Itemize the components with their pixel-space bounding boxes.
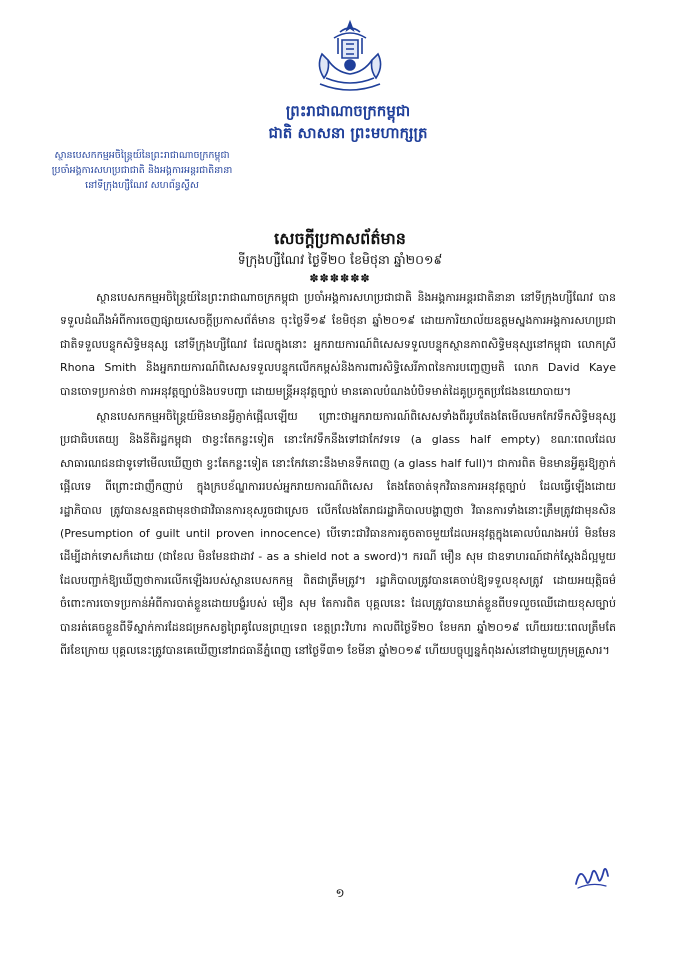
body-text	[60, 286, 616, 663]
sender-line-1: ស្ថានបេសកកម្មអចិន្ត្រៃយ៍នៃព្រះរាជាណាចក្រកម្ពុជា	[54, 150, 230, 161]
kingdom-name: ព្រះរាជាណាចក្រកម្ពុជា	[285, 102, 411, 120]
sender-line-2: ប្រចាំអង្គការសហប្រជាជាតិ និងអង្គការអន្តរជាតិនានា	[51, 165, 233, 176]
paragraph-1: ស្ថានបេសកកម្មអចិន្ត្រៃយ៍នៃព្រះរាជាណាចក្រកម្ពុជា ប្រចាំអង្គការសហប្រជាជាតិ និងអង្គការអន្តរជាតិនានា នៅទីក្រុងហ្សឺណែវ បានទទួលដំណឹងអំពីការចេញផ្សាយសេចក្តីប្រកាសព័ត៌មាន ចុះថ្ងៃទី១៩ ខែមិថុនា ឆ្នាំ២០១៩ ដោយការិយាល័យឧត្តមស្នងការអង្គការសហប្រជាជាតិទទួលបន្ទុកសិទ្ធិមនុស្ស នៅទីក្រុងហ្សឺណែវ ដែលក្នុងនោះ អ្នករាយការណ៍ពិសេសទទួលបន្ទុកស្ថានភាពសិទ្ធិមនុស្សនៅកម្ពុជា លោកស្រី Rhona Smith និងអ្នករាយការណ៍ពិសេសទទួលបន្ទុកលើកកម្ពស់និងការពារសិទ្ធិសេរីភាពនៃការបញ្ចេញមតិ លោក David Kaye បានចោទប្រកាន់ថា ការអនុវត្តច្បាប់និងបទបញ្ជា ដោយមន្ត្រីអនុវត្តច្បាប់ មានគោលបំណងបំបិទមាត់ដៃគូប្រកួតប្រជែងនយោបាយ។	[60, 291, 616, 398]
royal-coat-of-arms-emblem	[308, 18, 392, 96]
kingdom-letterhead	[228, 100, 468, 144]
initials-signature	[572, 862, 612, 892]
national-motto: ជាតិ សាសនា ព្រះមហាក្សត្រ	[268, 124, 428, 142]
sender-block	[22, 148, 262, 193]
sender-line-3: នៅទីក្រុងហ្សឺណែវ សហព័ន្ធស្វីស	[85, 180, 199, 191]
ornament-divider: ✽✽✽✽✽✽	[309, 272, 371, 285]
dateline: ទីក្រុងហ្សឺណែវ ថ្ងៃទី២០ ខែមិថុនា ឆ្នាំ២០១៩	[237, 252, 443, 267]
paragraph-2: ស្ថានបេសកកម្មអចិន្ត្រៃយ៍មិនមានអ្វីភ្ញាក់ផ្អើលឡើយ ព្រោះថាអ្នករាយការណ៍ពិសេសទាំងពីររូបតែងតែមើលមកកែវទឹកសិទ្ធិមនុស្ស ប្រជាធិបតេយ្យ និងនីតិរដ្ឋកម្ពុជា ថាខ្វះតែកន្លះទៀត នោះកែវទឹកនឹងទៅជាកែវទទេ (a glass half empty) ខណៈពេលដែលសាធារណជនជាទូទៅមើលឃើញថា ខ្វះតែកន្លះទៀត នោះកែវនោះនឹងមានទឹកពេញ (a glass half full)។ ជាការពិត មិនមានអ្វីគួរឱ្យភ្ញាក់ផ្អើលទេ ពីព្រោះជាញឹកញាប់ ក្នុងក្របខ័ណ្ឌការរបស់អ្នករាយការណ៍ពិសេស តែងតែចាត់ទុកវិធានការអនុវត្តច្បាប់ ដែលធ្វើឡើងដោយរដ្ឋាភិបាល ត្រូវបានសន្មតជាមុនថាជាវិធានការខុសរួចជាស្រេច លើកលែងតែរាជរដ្ឋាភិបាលបង្ហាញថា វិធានការទាំងនោះត្រឹមត្រូវជាមុនសិន (Presumption of guilt until proven innocence) បើទោះជាវិធានការតូចតាចមួយដែលអនុវត្តក្នុងគោលបំណងអប់រំ មិនមែនដើម្បីដាក់ទោសក៏ដោយ (ជាខែល មិនមែនជាដាវ - as a shield not a sword)។ ករណី មឿន សុម ជាឧទាហរណ៍ជាក់ស្តែងដ៏ល្អមួយ ដែលបញ្ជាក់ឱ្យឃើញថាការលើកឡើងរបស់ស្ថានបេសកកម្ម ពិតជាត្រឹមត្រូវ។ រដ្ឋាភិបាលត្រូវបានគេចាប់ឱ្យទទួលខុសត្រូវ ដោយអយុត្តិធម៌ ចំពោះការចោទប្រកាន់អំពីការបាត់ខ្លួនដោយបង្ខំរបស់ មឿន សុម តែការពិត បុគ្គលនេះ ដែលត្រូវបានឃាត់ខ្លួនពីបទលួចឈើដោយខុសច្បាប់ បានរត់គេចខ្លួនពីទីស្នាក់ការដែនជម្រកសត្វព្រៃគូលែនព្រហ្មទេព ខេត្តព្រះវិហារ កាលពីថ្ងៃទី២០ ខែមករា ឆ្នាំ២០១៩ ហើយរយៈពេលត្រឹមតែពីរខែក្រោយ បុគ្គលនេះត្រូវបានគេឃើញនៅរាជធានីភ្នំពេញ នៅថ្ងៃទី៣១ ខែមីនា ឆ្នាំ២០១៩ ហើយបច្ចុប្បន្នកំពុងរស់នៅជាមួយក្រុមគ្រួសារ។	[60, 410, 616, 658]
page-number: ១	[335, 886, 345, 900]
document-title: សេចក្តីប្រកាសព័ត៌មាន	[274, 229, 406, 248]
title-block	[150, 228, 530, 288]
